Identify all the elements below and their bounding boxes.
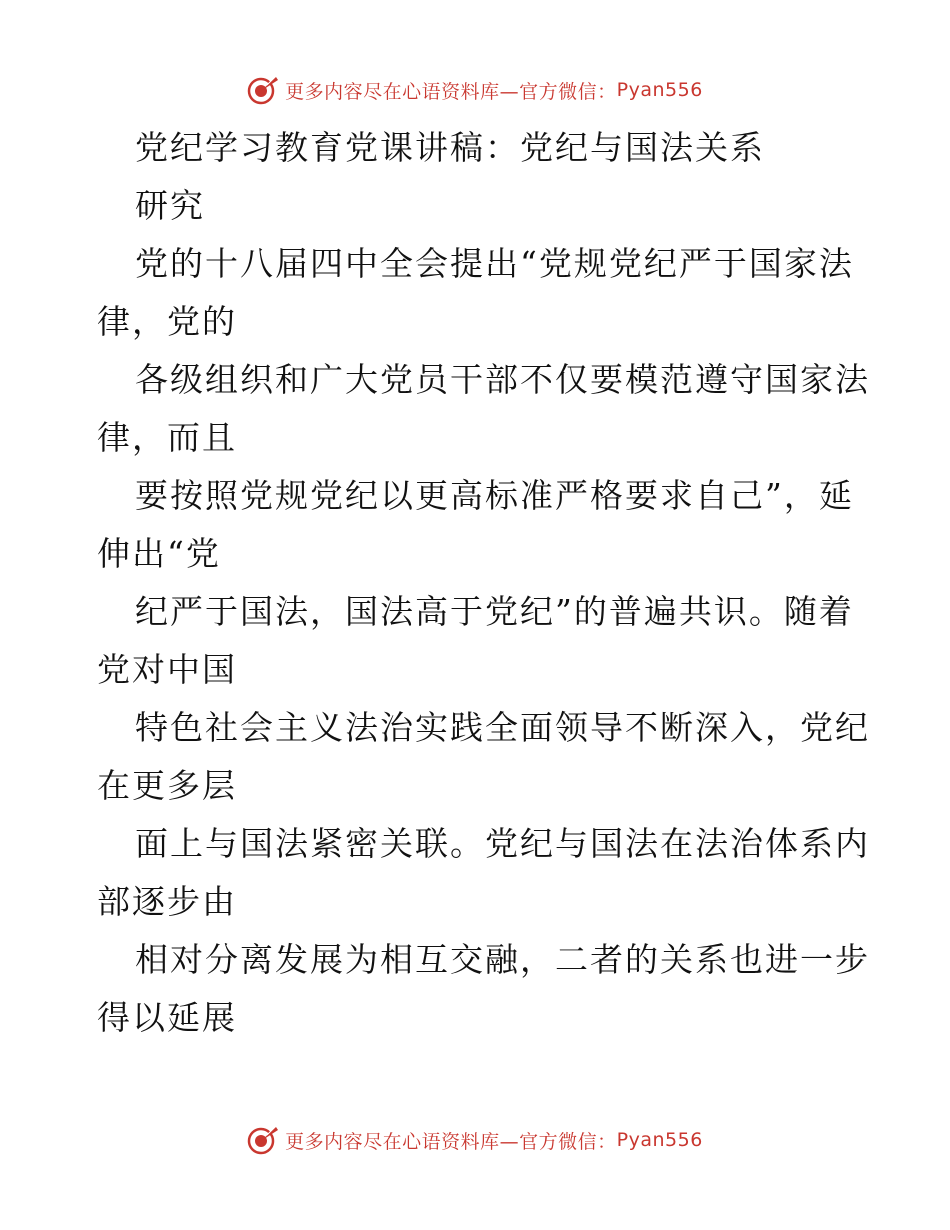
banner-text: 更多内容尽在心语资料库—官方微信：	[285, 80, 617, 103]
paragraph-line: 特色社会主义法治实践全面领导不断深入，党纪	[135, 708, 870, 747]
paragraph-line: 律，党的	[97, 302, 237, 341]
paragraph-line: 纪严于国法，国法高于党纪”的普遍共识。随着	[135, 592, 854, 631]
pen-nib-icon	[247, 1124, 279, 1156]
banner-text: 更多内容尽在心语资料库—官方微信：	[285, 1130, 617, 1153]
paragraph-line: 得以延展	[97, 998, 237, 1037]
pen-nib-icon	[247, 74, 279, 106]
paragraph-line: 要按照党规党纪以更高标准严格要求自己”，延	[135, 476, 854, 515]
paragraph-line: 党的十八届四中全会提出“党规党纪严于国家法	[135, 244, 854, 283]
document-title-continued: 研究	[135, 186, 205, 225]
paragraph-line: 在更多层	[97, 766, 237, 805]
header-banner	[0, 70, 950, 110]
paragraph-line: 相对分离发展为相互交融，二者的关系也进一步	[135, 940, 870, 979]
paragraph-line: 律，而且	[97, 418, 237, 457]
paragraph-line: 部逐步由	[97, 882, 237, 921]
paragraph-line: 党对中国	[97, 650, 237, 689]
banner-wechat-id: Pyan556	[616, 1129, 703, 1151]
paragraph-line: 伸出“党	[97, 534, 221, 573]
document-title: 党纪学习教育党课讲稿：党纪与国法关系	[135, 128, 765, 167]
footer-banner	[0, 1120, 950, 1160]
paragraph-line: 各级组织和广大党员干部不仅要模范遵守国家法	[135, 360, 870, 399]
paragraph-line: 面上与国法紧密关联。党纪与国法在法治体系内	[135, 824, 870, 863]
banner-wechat-id: Pyan556	[616, 79, 703, 101]
